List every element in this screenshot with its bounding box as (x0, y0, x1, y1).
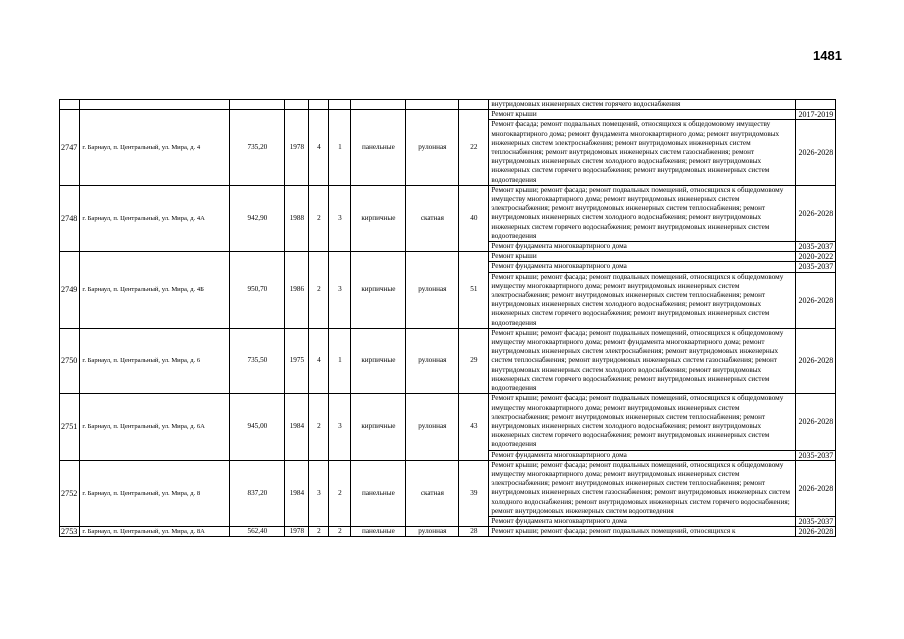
wear-percent: 40 (459, 185, 489, 251)
work-description: Ремонт крыши; ремонт фасада; ремонт подвальных помещений, относящихся к общедомовому имуществу многоквартирного дома; ремонт внутридомовых инженерных систем электроснабжения; ремонт внутридомовых инженерных систем теплоснабжения; ремонт внутридомовых инженерных систем холодного водоснабжения; ремонт внутридомовых инженерных систем горячего водоснабжения; ремонт внутридомовых инженерных систем водоотведения (489, 394, 796, 450)
entrances-count: 3 (329, 185, 351, 251)
roof-type: рулонная (406, 328, 459, 393)
build-year: 1986 (285, 252, 309, 329)
house-area: 562,40 (230, 527, 285, 537)
wear-percent: 22 (459, 110, 489, 186)
work-description: Ремонт фундамента многоквартирного дома (489, 242, 796, 252)
work-period: 2026-2028 (796, 460, 836, 516)
work-period: 2035-2037 (796, 516, 836, 526)
table-row (60, 394, 836, 450)
work-period: 2017-2019 (796, 110, 836, 120)
build-year: 1975 (285, 328, 309, 393)
floors-count: 3 (309, 460, 329, 526)
entrances-count: 1 (329, 110, 351, 186)
work-description: Ремонт фундамента многоквартирного дома (489, 262, 796, 272)
house-number: 2751 (60, 394, 80, 460)
house-area: 837,20 (230, 460, 285, 526)
cell-empty (459, 100, 489, 110)
work-period: 2035-2037 (796, 262, 836, 272)
table-row (60, 252, 836, 262)
floors-count: 2 (309, 527, 329, 537)
house-number: 2750 (60, 328, 80, 393)
wear-percent: 28 (459, 527, 489, 537)
wall-material: кирпичные (351, 185, 406, 251)
entrances-count: 1 (329, 328, 351, 393)
house-address (80, 185, 230, 251)
wear-percent: 39 (459, 460, 489, 526)
work-period: 2026-2028 (796, 328, 836, 393)
cell-empty (796, 100, 836, 110)
house-number: 2749 (60, 252, 80, 329)
work-period: 2026-2028 (796, 272, 836, 328)
house-address-text: г. Барнаул, п. Центральный, ул. Мира, д. 4 (82, 143, 201, 151)
table-row (60, 185, 836, 241)
wall-material: панельные (351, 110, 406, 186)
table-row (60, 460, 836, 516)
house-address-text: г. Барнаул, п. Центральный, ул. Мира, д. 8А (82, 528, 205, 536)
wear-percent: 51 (459, 252, 489, 329)
work-period: 2035-2037 (796, 450, 836, 460)
house-number: 2748 (60, 185, 80, 251)
build-year: 1978 (285, 527, 309, 537)
cell-empty (230, 100, 285, 110)
house-address-text: г. Барнаул, п. Центральный, ул. Мира, д. 6 (82, 357, 201, 365)
build-year: 1984 (285, 394, 309, 460)
table-body (60, 100, 836, 537)
page-number: 1481 (813, 48, 842, 63)
table-row (60, 527, 836, 537)
work-period: 2026-2028 (796, 185, 836, 241)
roof-type: рулонная (406, 252, 459, 329)
house-address (80, 527, 230, 537)
roof-type: рулонная (406, 110, 459, 186)
entrances-count: 3 (329, 252, 351, 329)
work-description: Ремонт фундамента многоквартирного дома (489, 450, 796, 460)
work-description: внутридомовых инженерных систем горячего водоснабжения (489, 100, 796, 110)
roof-type: скатная (406, 460, 459, 526)
house-number: 2747 (60, 110, 80, 186)
entrances-count: 2 (329, 460, 351, 526)
floors-count: 2 (309, 185, 329, 251)
work-description: Ремонт фасада; ремонт подвальных помещений, относящихся к общедомовому имуществу многоквартирного дома; ремонт фундамента многоквартирного дома; ремонт внутридомовых инженерных систем электроснабжения; ремонт внутридомовых инженерных систем теплоснабжения; ремонт внутридомовых инженерных систем газоснабжения; ремонт внутридомовых инженерных систем холодного водоснабжения; ремонт внутридомовых инженерных систем горячего водоснабжения; ремонт внутридомовых инженерных систем водоотведения (489, 120, 796, 185)
work-period: 2026-2028 (796, 120, 836, 185)
build-year: 1984 (285, 460, 309, 526)
cell-empty (329, 100, 351, 110)
house-address (80, 394, 230, 460)
cell-empty (406, 100, 459, 110)
table-row (60, 110, 836, 120)
roof-type: скатная (406, 185, 459, 251)
work-description: Ремонт крыши; ремонт фасада; ремонт подвальных помещений, относящихся к (489, 527, 796, 537)
house-number: 2753 (60, 527, 80, 537)
roof-type: рулонная (406, 394, 459, 460)
house-area: 945,00 (230, 394, 285, 460)
build-year: 1988 (285, 185, 309, 251)
entrances-count: 2 (329, 527, 351, 537)
wall-material: кирпичные (351, 252, 406, 329)
house-area: 942,90 (230, 185, 285, 251)
wall-material: панельные (351, 527, 406, 537)
work-description: Ремонт крыши; ремонт фасада; ремонт подвальных помещений, относящихся к общедомовому имуществу многоквартирного дома; ремонт фундамента многоквартирного дома; ремонт внутридомовых инженерных систем электроснабжения; ремонт внутридомовых инженерных систем теплоснабжения; ремонт внутридомовых инженерных систем газоснабжения; ремонт внутридомовых инженерных систем холодного водоснабжения; ремонт внутридомовых инженерных систем горячего водоснабжения; ремонт внутридомовых инженерных систем водоотведения (489, 328, 796, 393)
cell-empty (351, 100, 406, 110)
wall-material: кирпичные (351, 394, 406, 460)
house-address-text: г. Барнаул, п. Центральный, ул. Мира, д. 8 (82, 489, 201, 497)
wear-percent: 43 (459, 394, 489, 460)
entrances-count: 3 (329, 394, 351, 460)
house-number: 2752 (60, 460, 80, 526)
floors-count: 2 (309, 394, 329, 460)
work-description: Ремонт фундамента многоквартирного дома (489, 516, 796, 526)
roof-type: рулонная (406, 527, 459, 537)
house-address-text: г. Барнаул, п. Центральный, ул. Мира, д. 4Б (82, 286, 204, 294)
work-period: 2035-2037 (796, 242, 836, 252)
work-description: Ремонт крыши; ремонт фасада; ремонт подвальных помещений, относящихся к общедомовому имуществу многоквартирного дома; ремонт внутридомовых инженерных систем электроснабжения; ремонт внутридомовых инженерных систем теплоснабжения; ремонт внутридомовых инженерных систем газоснабжения; ремонт внутридомовых инженерных систем холодного водоснабжения; ремонт внутридомовых инженерных систем горячего водоснабжения; ремонт внутридомовых инженерных систем водоотведения (489, 460, 796, 516)
table-row-continuation (60, 100, 836, 110)
house-address (80, 328, 230, 393)
work-description: Ремонт крыши; ремонт фасада; ремонт подвальных помещений, относящихся к общедомовому имуществу многоквартирного дома; ремонт внутридомовых инженерных систем электроснабжения; ремонт внутридомовых инженерных систем теплоснабжения; ремонт внутридомовых инженерных систем холодного водоснабжения; ремонт внутридомовых инженерных систем горячего водоснабжения; ремонт внутридомовых инженерных систем водоотведения (489, 185, 796, 241)
house-area: 735,20 (230, 110, 285, 186)
house-address-text: г. Барнаул, п. Центральный, ул. Мира, д. 6А (82, 423, 205, 431)
work-period: 2020-2022 (796, 252, 836, 262)
wear-percent: 29 (459, 328, 489, 393)
wall-material: кирпичные (351, 328, 406, 393)
house-address (80, 110, 230, 186)
work-description: Ремонт крыши (489, 252, 796, 262)
floors-count: 4 (309, 110, 329, 186)
build-year: 1978 (285, 110, 309, 186)
housing-repair-table (59, 99, 836, 537)
house-address (80, 460, 230, 526)
cell-empty (60, 100, 80, 110)
house-address-text: г. Барнаул, п. Центральный, ул. Мира, д. 4А (82, 214, 205, 222)
work-period: 2026-2028 (796, 394, 836, 450)
floors-count: 2 (309, 252, 329, 329)
wall-material: панельные (351, 460, 406, 526)
house-address (80, 252, 230, 329)
table-row (60, 328, 836, 393)
cell-empty (80, 100, 230, 110)
floors-count: 4 (309, 328, 329, 393)
cell-empty (285, 100, 309, 110)
work-period: 2026-2028 (796, 527, 836, 537)
house-area: 735,50 (230, 328, 285, 393)
work-description: Ремонт крыши (489, 110, 796, 120)
cell-empty (309, 100, 329, 110)
house-area: 950,70 (230, 252, 285, 329)
work-description: Ремонт крыши; ремонт фасада; ремонт подвальных помещений, относящихся к общедомовому имуществу многоквартирного дома; ремонт внутридомовых инженерных систем электроснабжения; ремонт внутридомовых инженерных систем теплоснабжения; ремонт внутридомовых инженерных систем холодного водоснабжения; ремонт внутридомовых инженерных систем горячего водоснабжения; ремонт внутридомовых инженерных систем водоотведения (489, 272, 796, 328)
